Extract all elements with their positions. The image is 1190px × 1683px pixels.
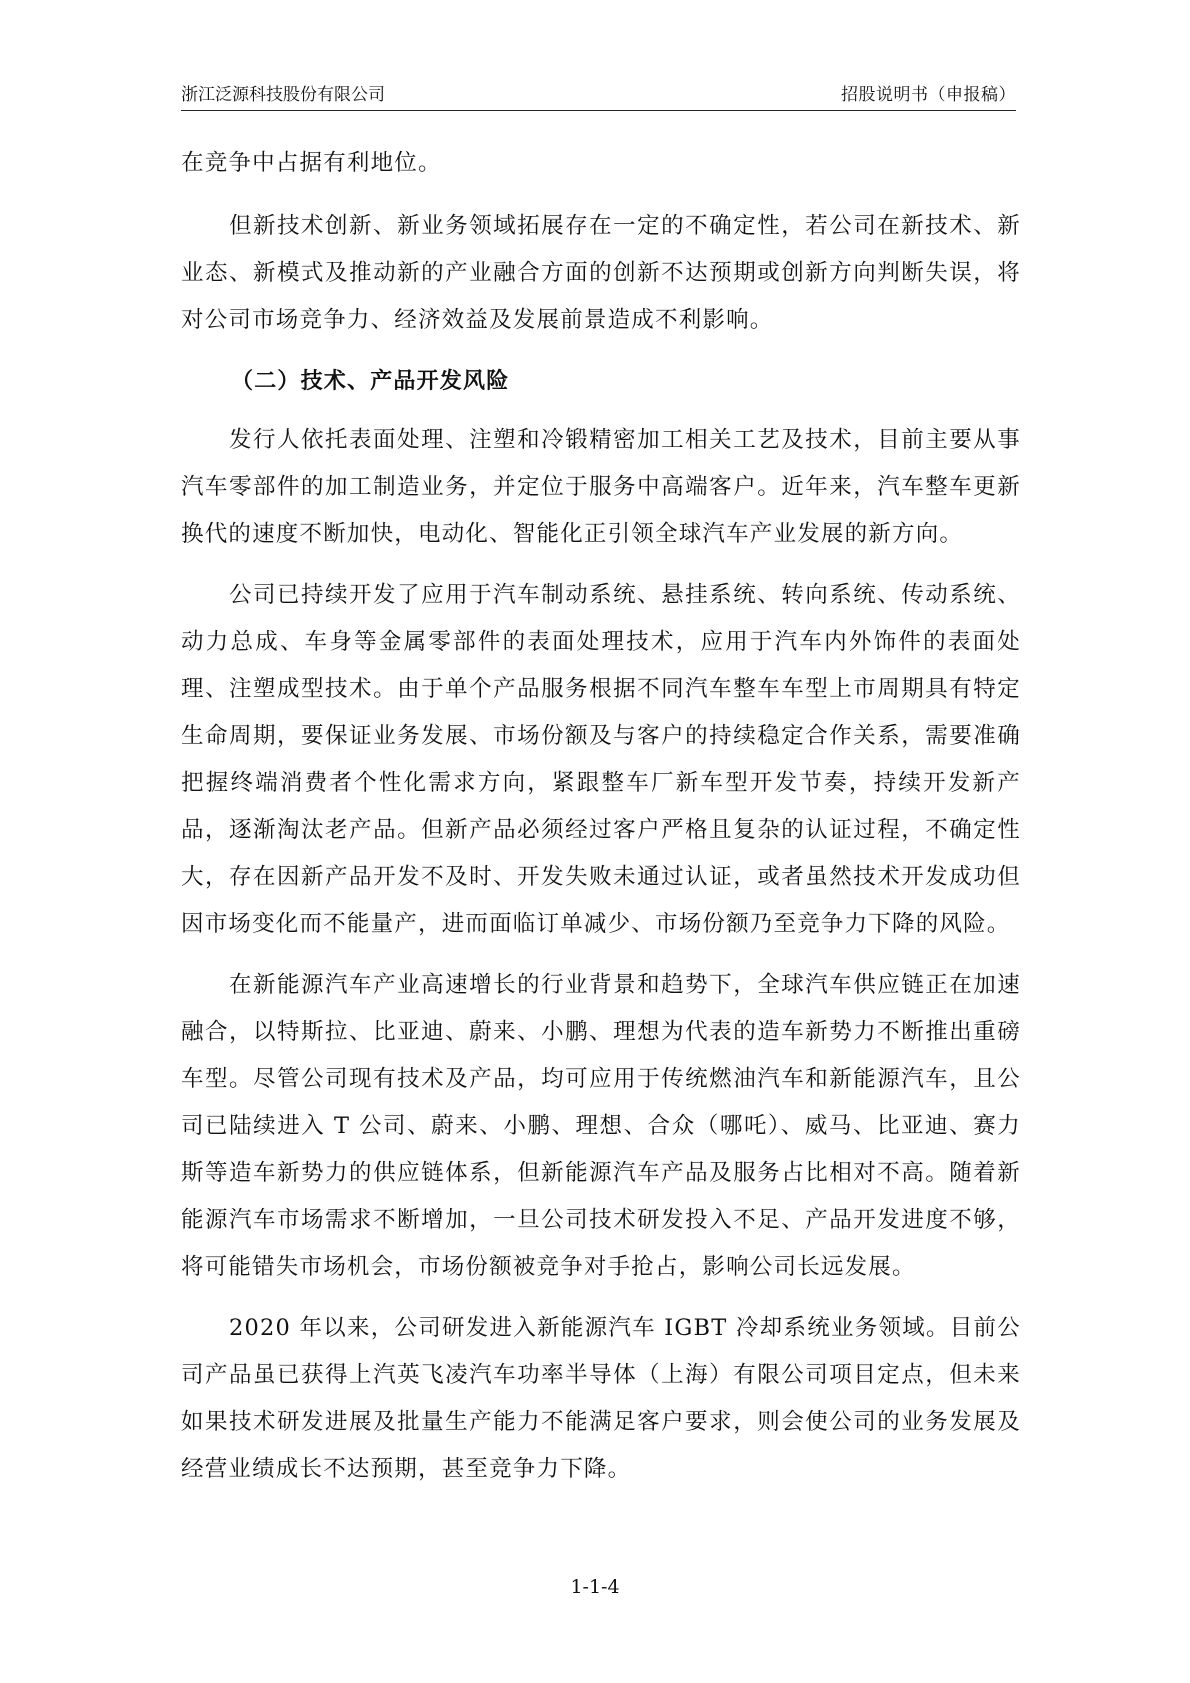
page-number: 1-1-4 xyxy=(570,1576,620,1598)
paragraph-igbt-cooling: 2020 年以来，公司研发进入新能源汽车 IGBT 冷却系统业务领域。目前公司产品虽已获得上汽英飞凌汽车功率半导体（上海）有限公司项目定点，但未来如果技术研发进展及批量生产能力不能满足客户要求，则会使公司的业务发展及经营业绩成长不达预期，甚至竞争力下降。 xyxy=(181,1315,1021,1482)
paragraph-product-development: 公司已持续开发了应用于汽车制动系统、悬挂系统、转向系统、传动系统、动力总成、车身等金属零部件的表面处理技术，应用于汽车内外饰件的表面处理、注塑成型技术。由于单个产品服务根据不同汽车整车车型上市周期具有特定生命周期，要保证业务发展、市场份额及与客户的持续稳定合作关系，需要准确把握终端消费者个性化需求方向，紧跟整车厂新车型开发节奏，持续开发新产品，逐渐淘汰老产品。但新产品必须经过客户严格且复杂的认证过程，不确定性大，存在因新产品开发不及时、开发失败未通过认证，或者虽然技术开发成功但因市场变化而不能量产，进而面临订单减少、市场份额乃至竞争力下降的风险。 xyxy=(181,582,1021,937)
paragraph-innovation-risk: 但新技术创新、新业务领域拓展存在一定的不确定性，若公司在新技术、新业态、新模式及推动新的产业融合方面的创新不达预期或创新方向判断失误，将对公司市场竞争力、经济效益及发展前景造成不利影响。 xyxy=(181,213,1021,333)
header-company-name: 浙江泛源科技股份有限公司 xyxy=(181,85,385,105)
page-header xyxy=(181,84,1016,110)
header-document-type: 招股说明书（申报稿） xyxy=(841,85,1016,105)
paragraph-new-energy-vehicles: 在新能源汽车产业高速增长的行业背景和趋势下，全球汽车供应链正在加速融合，以特斯拉、比亚迪、蔚来、小鹏、理想为代表的造车新势力不断推出重磅车型。尽管公司现有技术及产品，均可应用于传统燃油汽车和新能源汽车，且公司已陆续进入 T 公司、蔚来、小鹏、理想、合众（哪吒）、威马、比亚迪、赛力斯等造车新势力的供应链体系，但新能源汽车产品及服务占比相对不高。随着新能源汽车市场需求不断增加，一旦公司技术研发投入不足、产品开发进度不够，将可能错失市场机会，市场份额被竞争对手抢占，影响公司长远发展。 xyxy=(181,972,1021,1280)
header-divider xyxy=(181,110,1016,111)
section-heading: （二）技术、产品开发风险 xyxy=(231,369,510,394)
document-body xyxy=(181,140,1021,1507)
paragraph-continuation: 在竞争中占据有利地位。 xyxy=(181,150,442,176)
paragraph-business-overview: 发行人依托表面处理、注塑和冷锻精密加工相关工艺及技术，目前主要从事汽车零部件的加工制造业务，并定位于服务中高端客户。近年来，汽车整车更新换代的速度不断加快，电动化、智能化正引领全球汽车产业发展的新方向。 xyxy=(181,427,1021,547)
